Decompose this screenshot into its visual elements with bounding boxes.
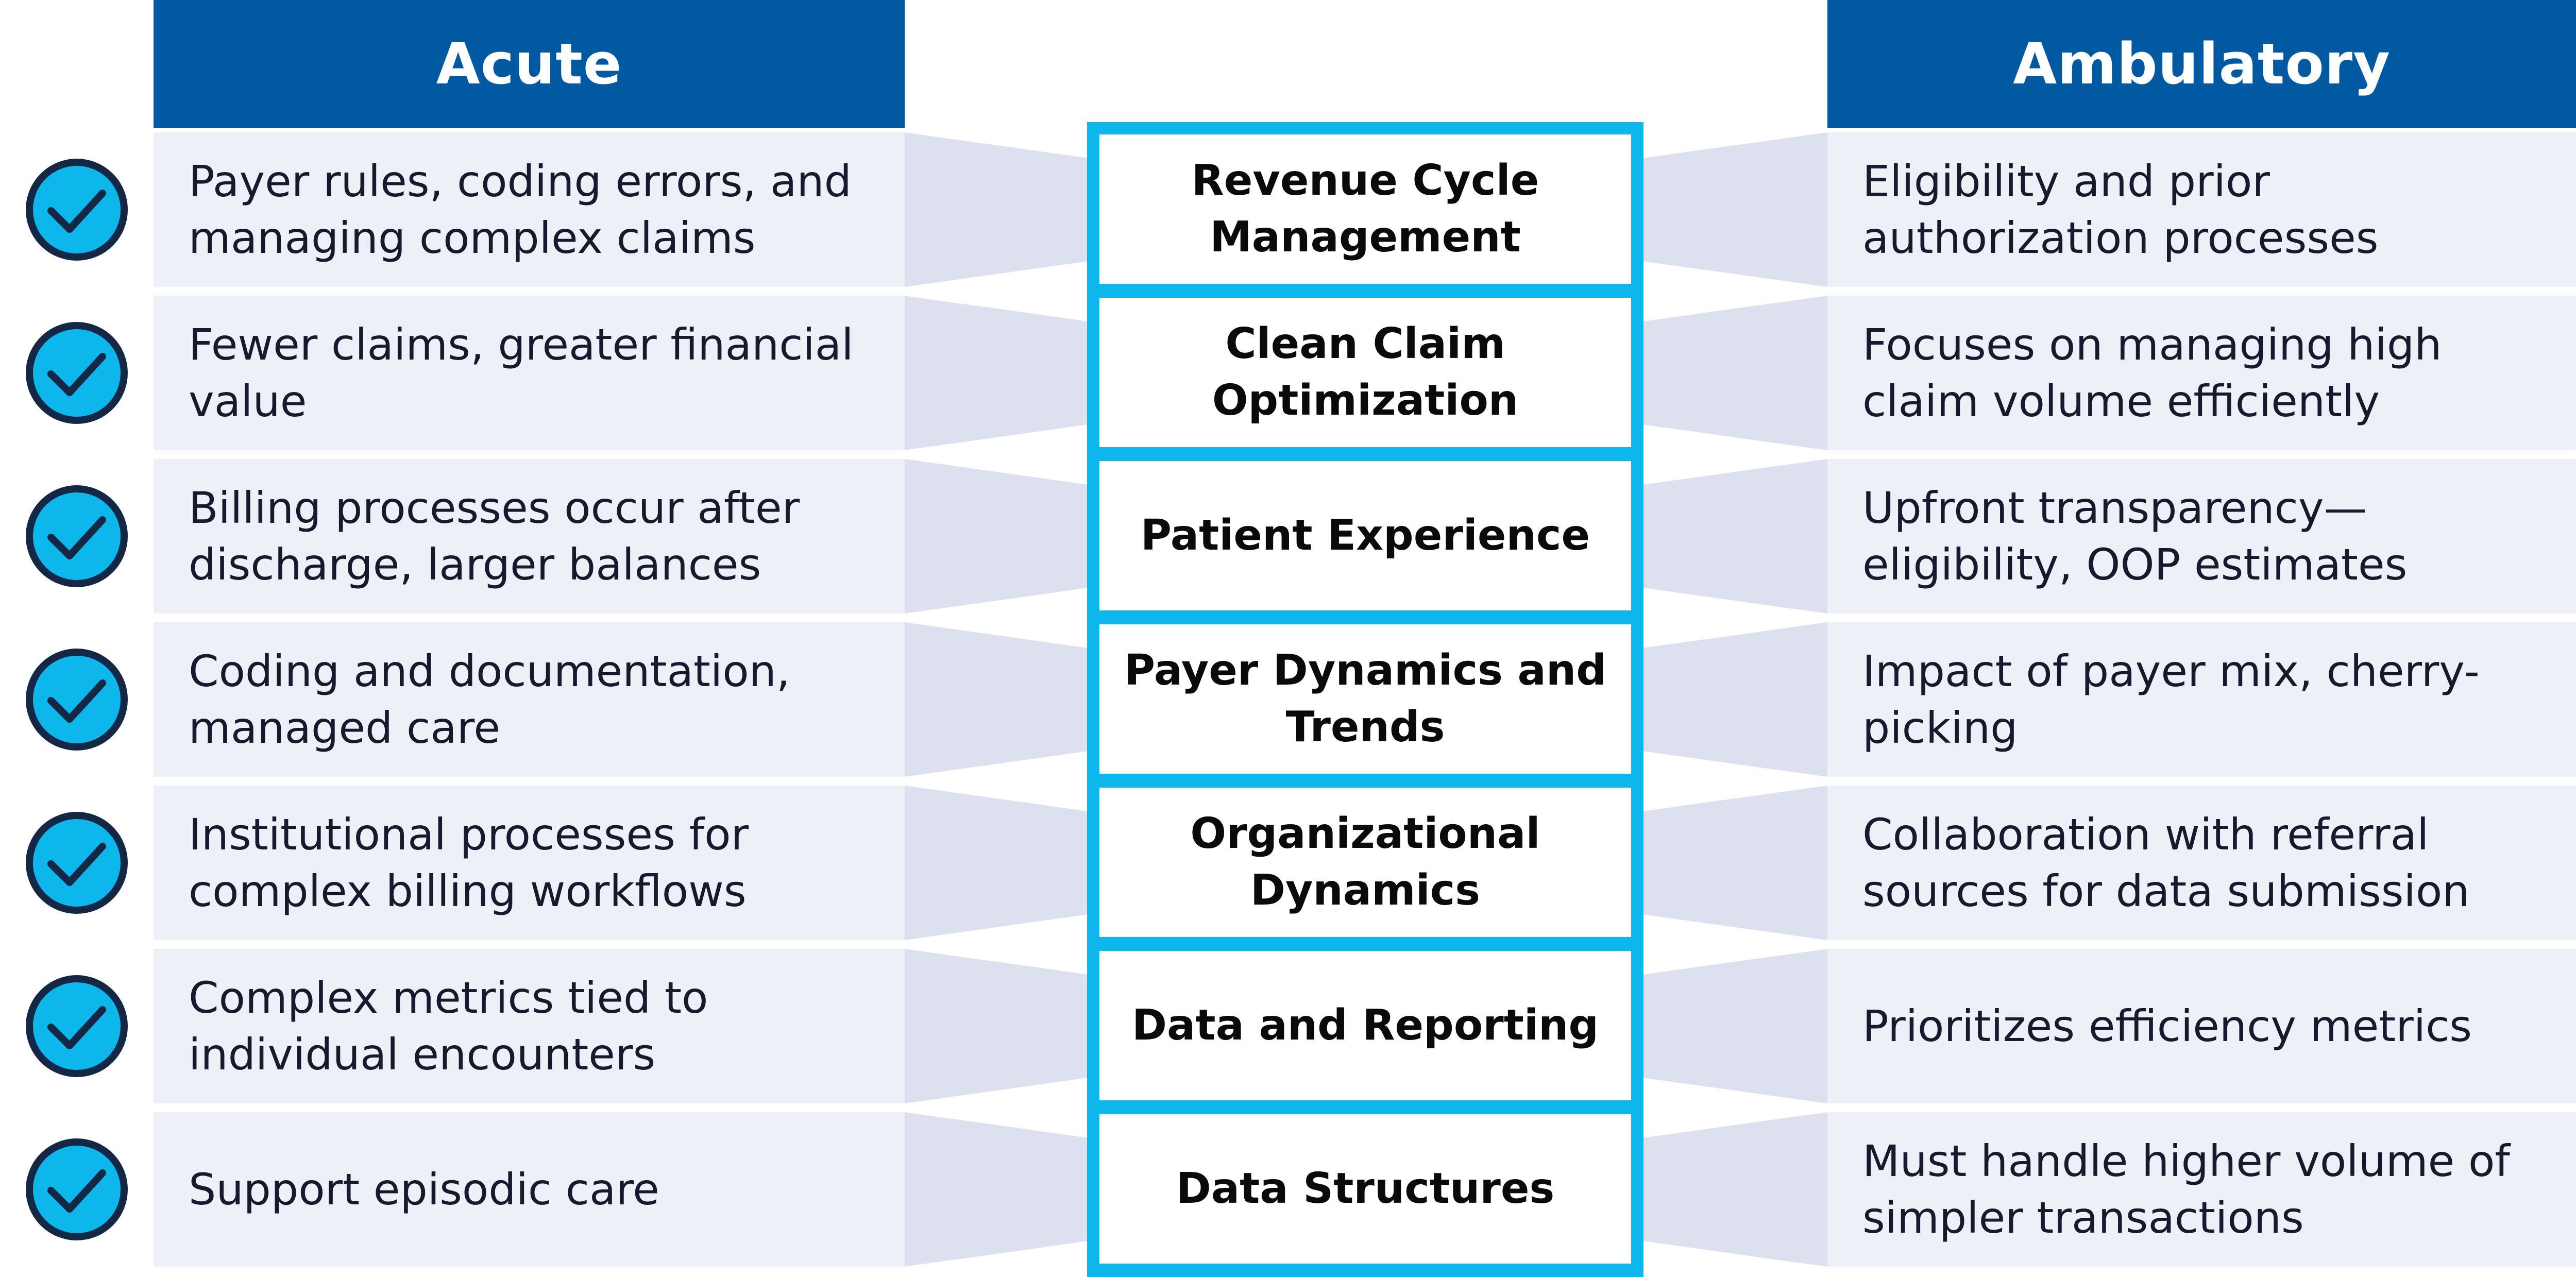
connector-left	[905, 786, 1088, 940]
ambulatory-cell: Focuses on managing high claim volume efficiently	[1827, 296, 2576, 450]
acute-cell: Support episodic care	[154, 1112, 905, 1267]
check-circle-icon	[24, 157, 129, 262]
check-circle-icon	[24, 320, 129, 425]
acute-cell: Institutional processes for complex billing workflows	[154, 786, 905, 940]
connector-right	[1642, 622, 1827, 777]
ambulatory-cell: Collaboration with referral sources for data submission	[1827, 786, 2576, 940]
connector-left	[905, 1112, 1088, 1267]
category-box: Patient Experience	[1099, 461, 1631, 610]
acute-cell: Fewer claims, greater financial value	[154, 296, 905, 450]
ambulatory-cell: Upfront transparency—eligibility, OOP estimates	[1827, 459, 2576, 614]
connector-left	[905, 132, 1088, 287]
check-circle-icon	[24, 1137, 129, 1242]
connector-right	[1642, 949, 1827, 1103]
connector-right	[1642, 786, 1827, 940]
connector-right	[1642, 296, 1827, 450]
connector-left	[905, 622, 1088, 777]
category-box: Revenue Cycle Management	[1099, 134, 1631, 284]
connector-right	[1642, 1112, 1827, 1267]
acute-cell: Payer rules, coding errors, and managing complex claims	[154, 132, 905, 287]
category-box: Clean Claim Optimization	[1099, 298, 1631, 447]
check-circle-icon	[24, 810, 129, 915]
ambulatory-cell: Prioritizes efficiency metrics	[1827, 949, 2576, 1103]
category-box: Data Structures	[1099, 1114, 1631, 1264]
ambulatory-cell: Eligibility and prior authorization processes	[1827, 132, 2576, 287]
ambulatory-column-header: Ambulatory	[1827, 0, 2576, 128]
check-circle-icon	[24, 484, 129, 589]
ambulatory-cell: Must handle higher volume of simpler transactions	[1827, 1112, 2576, 1267]
acute-cell: Coding and documentation, managed care	[154, 622, 905, 777]
acute-column-header: Acute	[154, 0, 905, 128]
ambulatory-cell: Impact of payer mix, cherry-picking	[1827, 622, 2576, 777]
connector-right	[1642, 459, 1827, 614]
check-circle-icon	[24, 647, 129, 752]
connector-right	[1642, 132, 1827, 287]
category-box: Organizational Dynamics	[1099, 788, 1631, 937]
acute-cell: Complex metrics tied to individual encounters	[154, 949, 905, 1103]
connector-left	[905, 949, 1088, 1103]
category-box: Data and Reporting	[1099, 951, 1631, 1100]
category-box: Payer Dynamics and Trends	[1099, 624, 1631, 774]
check-circle-icon	[24, 974, 129, 1079]
connector-left	[905, 296, 1088, 450]
connector-left	[905, 459, 1088, 614]
acute-cell: Billing processes occur after discharge, larger balances	[154, 459, 905, 614]
